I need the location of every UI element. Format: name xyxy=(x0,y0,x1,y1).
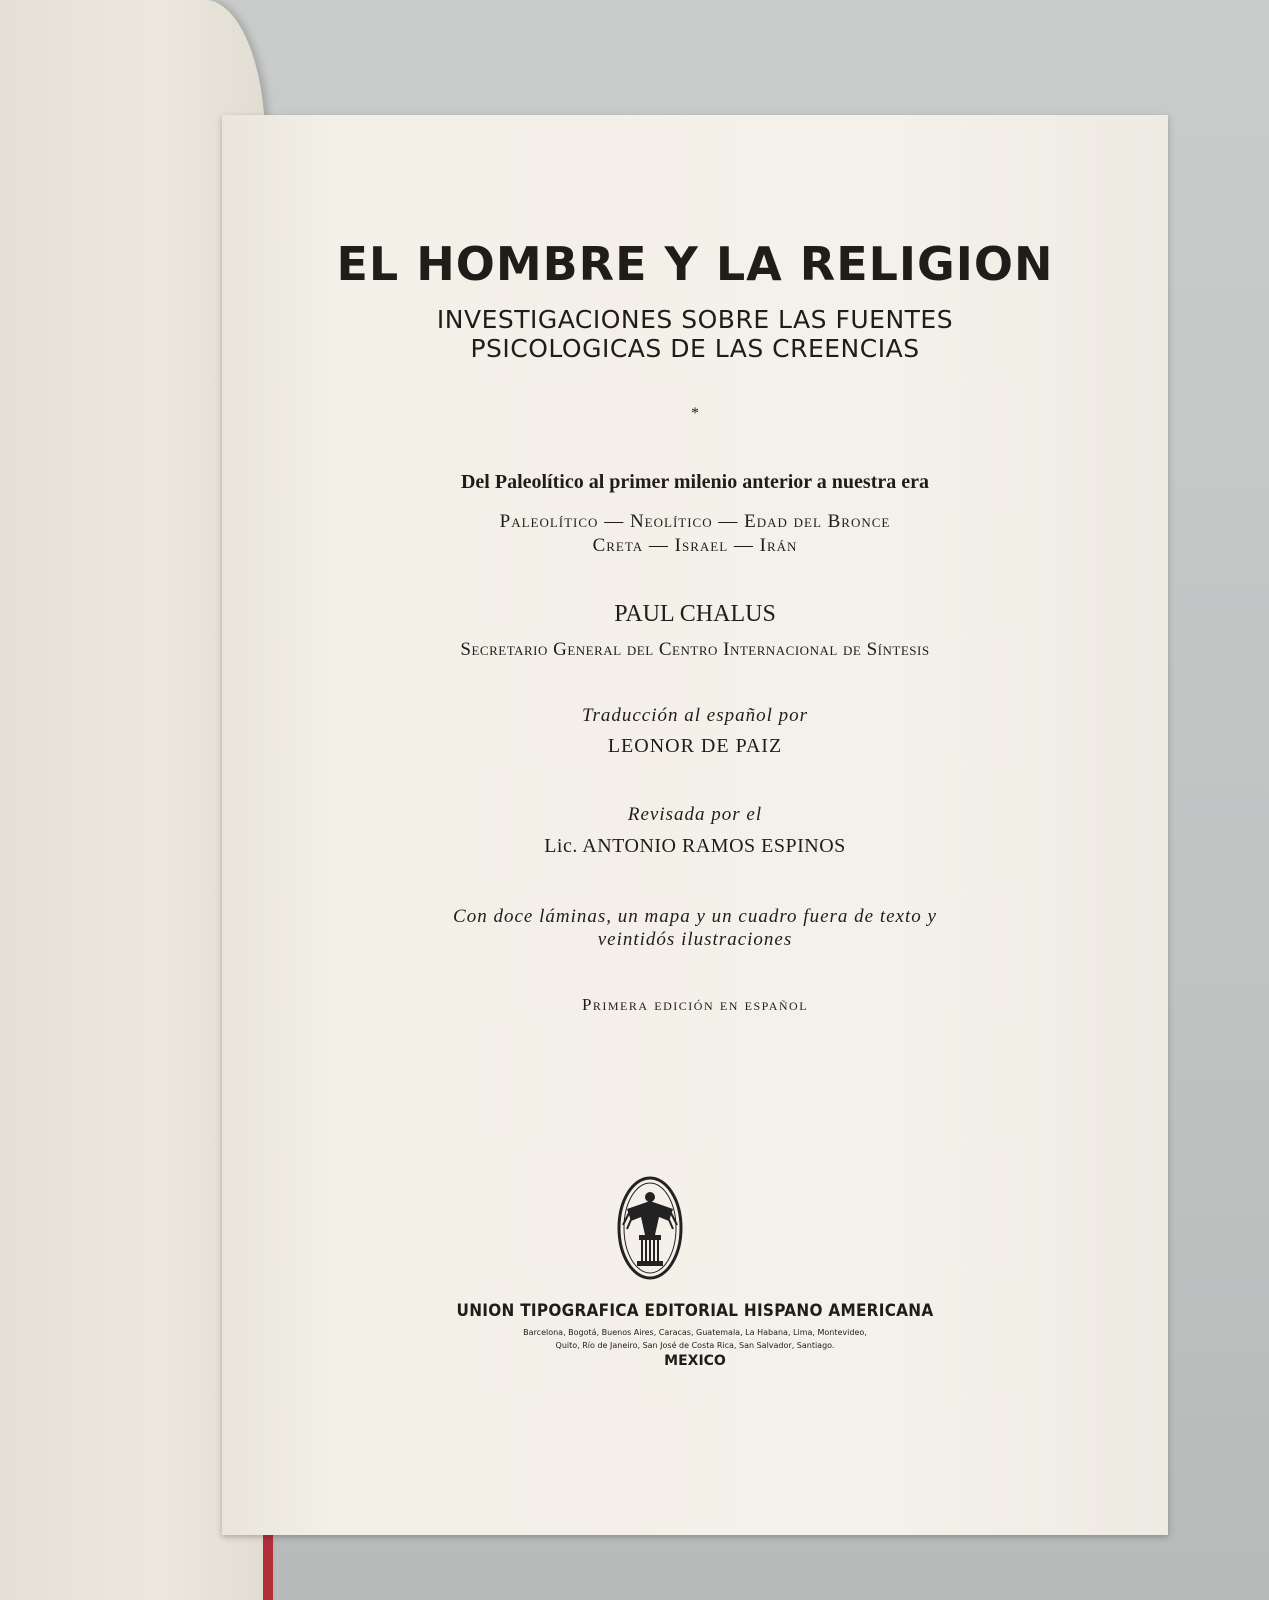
publisher-country: MEXICO xyxy=(664,1353,726,1369)
translation-label: Traducción al español por xyxy=(581,705,809,726)
translator-name: LEONOR DE PAIZ xyxy=(607,735,783,757)
reviser-name: Lic. ANTONIO RAMOS ESPINOS xyxy=(544,835,846,857)
eagle-emblem-icon xyxy=(615,1173,685,1283)
publisher-cities-line-1: Barcelona, Bogotá, Buenos Aires, Caracas, Guatemala, La Habana, Lima, Montevideo, xyxy=(523,1328,867,1337)
illustrations-note xyxy=(222,905,1168,951)
book-title: EL HOMBRE Y LA RELIGION xyxy=(336,237,1054,291)
book-subtitle xyxy=(222,305,1168,363)
illustrations-line-1: Con doce láminas, un mapa y un cuadro fuera de texto y xyxy=(453,906,937,927)
title-page xyxy=(222,115,1168,1535)
ornament-star: * xyxy=(691,405,699,422)
subtitle-line-1: INVESTIGACIONES SOBRE LAS FUENTES xyxy=(436,305,954,334)
period-heading: Del Paleolítico al primer milenio anterior a nuestra era xyxy=(460,471,930,493)
topics-line-2: Creta — Israel — Irán xyxy=(592,535,798,556)
subtitle-line-2: PSICOLOGICAS DE LAS CREENCIAS xyxy=(470,334,920,363)
author-name: PAUL CHALUS xyxy=(614,601,776,627)
edition-note: Primera edición en español xyxy=(581,995,809,1014)
topics-line-1: Paleolítico — Neolítico — Edad del Bronce xyxy=(499,511,891,532)
publisher-cities-line-2: Quito, Río de Janeiro, San José de Costa Rica, San Salvador, Santiago. xyxy=(555,1341,835,1350)
author-position: Secretario General del Centro Internacional de Síntesis xyxy=(460,639,930,660)
illustrations-line-2: veintidós ilustraciones xyxy=(597,929,793,950)
revision-label: Revisada por el xyxy=(627,804,763,825)
publisher-name: UNION TIPOGRAFICA EDITORIAL HISPANO AMERICANA xyxy=(456,1301,934,1321)
topics-list xyxy=(222,510,1168,558)
